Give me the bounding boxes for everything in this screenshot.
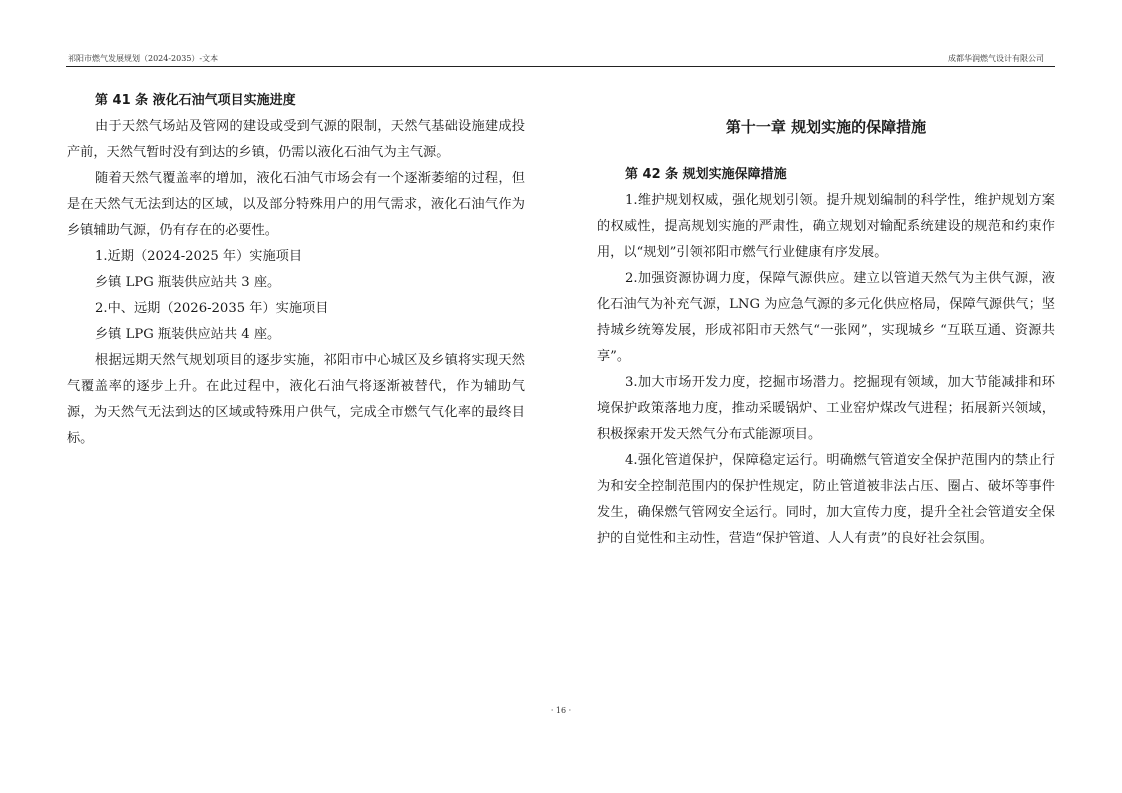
mid-long-term-detail: 乡镇 LPG 瓶装供应站共 4 座。: [95, 327, 281, 342]
article-42-paragraph-2: 2.加强资源协调力度，保障气源供应。建立以管道天然气为主供气源，液化石油气为补充气源，LNG 为应急气源的多元化供应格局，保障气源供气；坚持城乡统筹发展，形成祁阳市天然气“一张网”，实现城乡 “互联互通、资源共享”。: [597, 271, 1055, 364]
article-42-title: 第 42 条 规划实施保障措施: [625, 167, 787, 182]
header-company-name: 成都华润燃气设计有限公司: [948, 54, 1044, 63]
page-number: · 16 ·: [550, 706, 572, 715]
article-42-paragraph-3: 3.加大市场开发力度，挖掘市场潜力。挖掘现有领域，加大节能减排和环境保护政策落地力度，推动采暖锅炉、工业窑炉煤改气进程；拓展新兴领域，积极探索开发天然气分布式能源项目。: [597, 375, 1055, 442]
near-term-detail: 乡镇 LPG 瓶装供应站共 3 座。: [95, 275, 281, 290]
article-41-paragraph-3: 根据远期天然气规划项目的逐步实施，祁阳市中心城区及乡镇将实现天然气覆盖率的逐步上升。在此过程中，液化石油气将逐渐被替代，作为辅助气源，为天然气无法到达的区域或特殊用户供气，完成全市燃气气化率的最终目标。: [67, 353, 525, 446]
article-41-paragraph-2: 随着天然气覆盖率的增加，液化石油气市场会有一个逐渐萎缩的过程，但是在天然气无法到达的区域，以及部分特殊用户的用气需求，液化石油气作为乡镇辅助气源，仍有存在的必要性。: [67, 171, 525, 238]
article-41-paragraph-1: 由于天然气场站及管网的建设或受到气源的限制，天然气基础设施建成投产前，天然气暂时没有到达的乡镇，仍需以液化石油气为主气源。: [67, 119, 525, 160]
right-column: [597, 88, 1055, 552]
article-42-paragraph-4: 4.强化管道保护，保障稳定运行。明确燃气管道安全保护范围内的禁止行为和安全控制范围内的保护性规定，防止管道被非法占压、圈占、破坏等事件发生，确保燃气管网安全运行。同时，加大宣传力度，提升全社会管道安全保护的自觉性和主动性，营造“保护管道、人人有责”的良好社会氛围。: [597, 453, 1055, 546]
near-term-heading: 1.近期（2024-2025 年）实施项目: [95, 249, 303, 264]
mid-long-term-heading: 2.中、远期（2026-2035 年）实施项目: [95, 301, 329, 316]
chapter-11-title: 第十一章 规划实施的保障措施: [725, 118, 927, 136]
article-42-paragraph-1: 1.维护规划权威，强化规划引领。提升规划编制的科学性，维护规划方案的权威性，提高规划实施的严肃性，确立规划对输配系统建设的规范和约束作用，以“规划”引领祁阳市燃气行业健康有序发展。: [597, 193, 1055, 260]
header-divider: [66, 66, 1055, 67]
header-document-title: 祁阳市燃气发展规划（2024-2035）-文本: [68, 54, 219, 63]
article-41-title: 第 41 条 液化石油气项目实施进度: [95, 93, 296, 108]
left-column: [67, 88, 525, 452]
